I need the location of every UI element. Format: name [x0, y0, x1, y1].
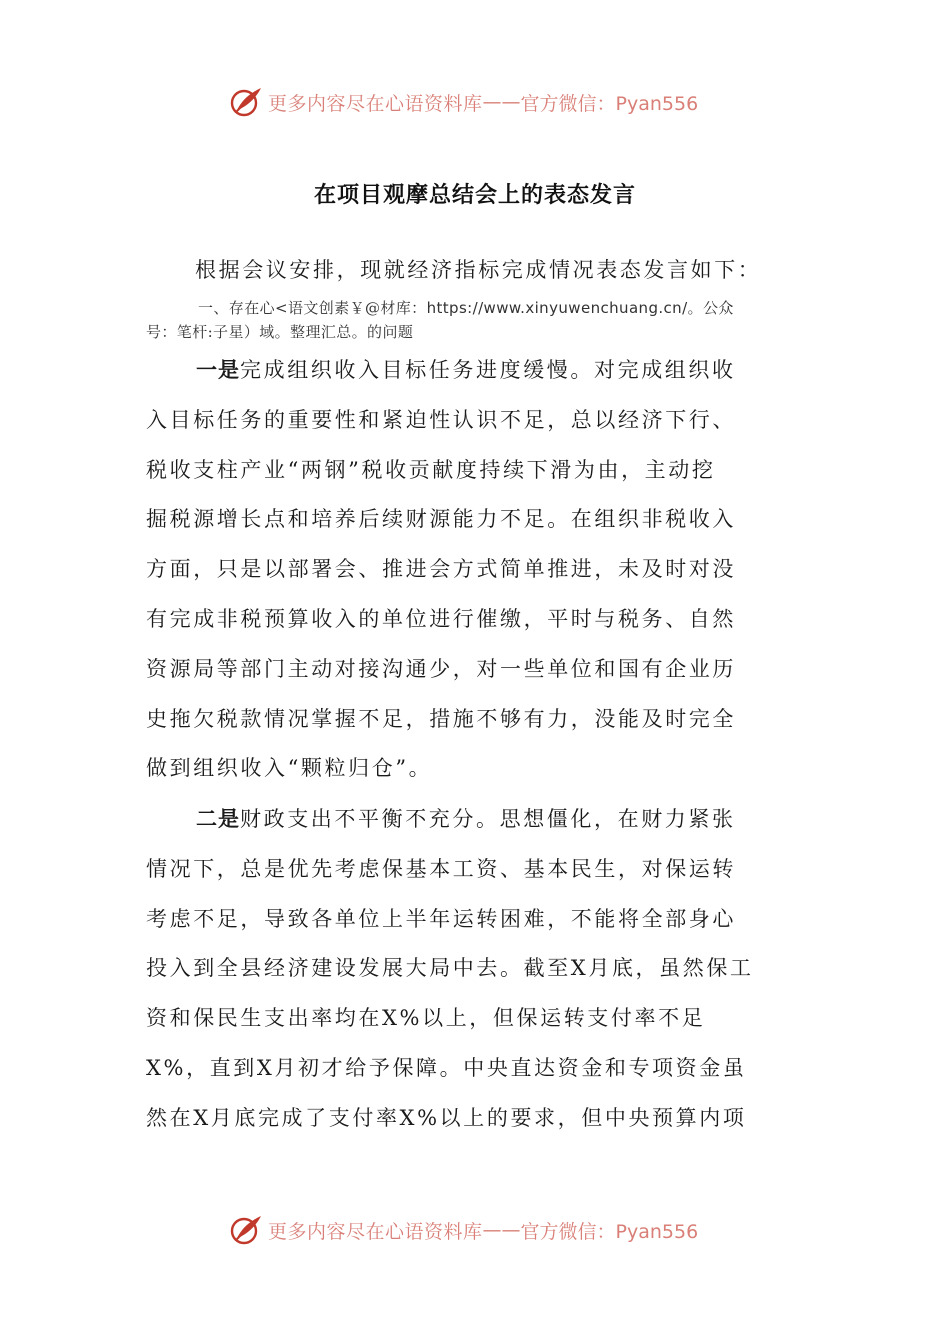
paragraph-line: 考虑不足，导致各单位上半年运转困难，不能将全部身心 [146, 906, 736, 931]
paragraph-2 [146, 795, 826, 1144]
paragraph-line: 有完成非税预算收入的单位进行催缴，平时与税务、自然 [146, 606, 736, 631]
header-wechat-text: 官方微信：Pyan556 [520, 92, 699, 115]
watermark-suffix: 。公众 [687, 299, 734, 317]
watermark-line-2: 号：笔杆:子星）域。整理汇总。的问题 [146, 323, 414, 341]
quill-logo-icon [228, 1212, 264, 1248]
paragraph-1 [146, 346, 826, 794]
paragraph-line [146, 346, 826, 396]
paragraph-lead: 一是 [196, 358, 240, 382]
watermark-text [146, 296, 826, 344]
paragraph-line: 掘税源增长点和培养后续财源能力不足。在组织非税收入 [146, 507, 736, 532]
footer-banner-content [228, 1208, 698, 1252]
paragraph-line: 史拖欠税款情况掌握不足，措施不够有力，没能及时完全 [146, 706, 736, 731]
header-brand-dash: —— [482, 91, 521, 113]
paragraph-line: 税收支柱产业“两钢”税收贡献度持续下滑为由，主动挖 [146, 457, 716, 482]
paragraph-line [146, 795, 826, 845]
paragraph-line: 做到组织收入“颗粒归仓”。 [146, 756, 433, 781]
watermark-url: https://www.xinyuwenchuang.cn/ [426, 299, 688, 317]
paragraph-line-text: 财政支出不平衡不充分。思想僵化，在财力紧张 [240, 807, 736, 831]
paragraph-lead: 二是 [196, 807, 240, 831]
paragraph-line: 资和保民生支出率均在X%以上，但保运转支付率不足 [146, 1006, 706, 1031]
paragraph-line: 情况下，总是优先考虑保基本工资、基本民生，对保运转 [146, 856, 736, 881]
watermark-line-1 [146, 296, 826, 320]
header-banner-content [228, 80, 698, 124]
document-title: 在项目观摩总结会上的表态发言 [313, 183, 636, 208]
paragraph-line: X%，直到X月初才给予保障。中央直达资金和专项资金虽 [146, 1055, 747, 1080]
paragraph-line: 资源局等部门主动对接沟通少，对一些单位和国有企业历 [146, 656, 736, 681]
header-banner [0, 80, 950, 124]
footer-brand-text: 更多内容尽在心语资料库 [268, 1220, 483, 1243]
footer-banner [0, 1208, 950, 1252]
paragraph-line: 然在X月底完成了支付率X%以上的要求，但中央预算内项 [146, 1105, 747, 1130]
header-brand-text: 更多内容尽在心语资料库 [268, 92, 483, 115]
watermark-prefix: 一、存在心<语文创素￥@材库： [198, 299, 427, 317]
footer-wechat-text: 官方微信：Pyan556 [520, 1220, 699, 1243]
paragraph-line: 入目标任务的重要性和紧迫性认识不足，总以经济下行、 [146, 407, 736, 432]
intro-text: 根据会议安排，现就经济指标完成情况表态发言如下： [195, 258, 762, 282]
paragraph-line-text: 完成组织收入目标任务进度缓慢。对完成组织收 [240, 358, 736, 382]
quill-logo-icon [228, 84, 264, 120]
paragraph-line: 投入到全县经济建设发展大局中去。截至X月底，虽然保工 [146, 956, 754, 981]
paragraph-line: 方面，只是以部署会、推进会方式简单推进，未及时对没 [146, 557, 736, 582]
footer-brand-dash: —— [482, 1219, 521, 1241]
